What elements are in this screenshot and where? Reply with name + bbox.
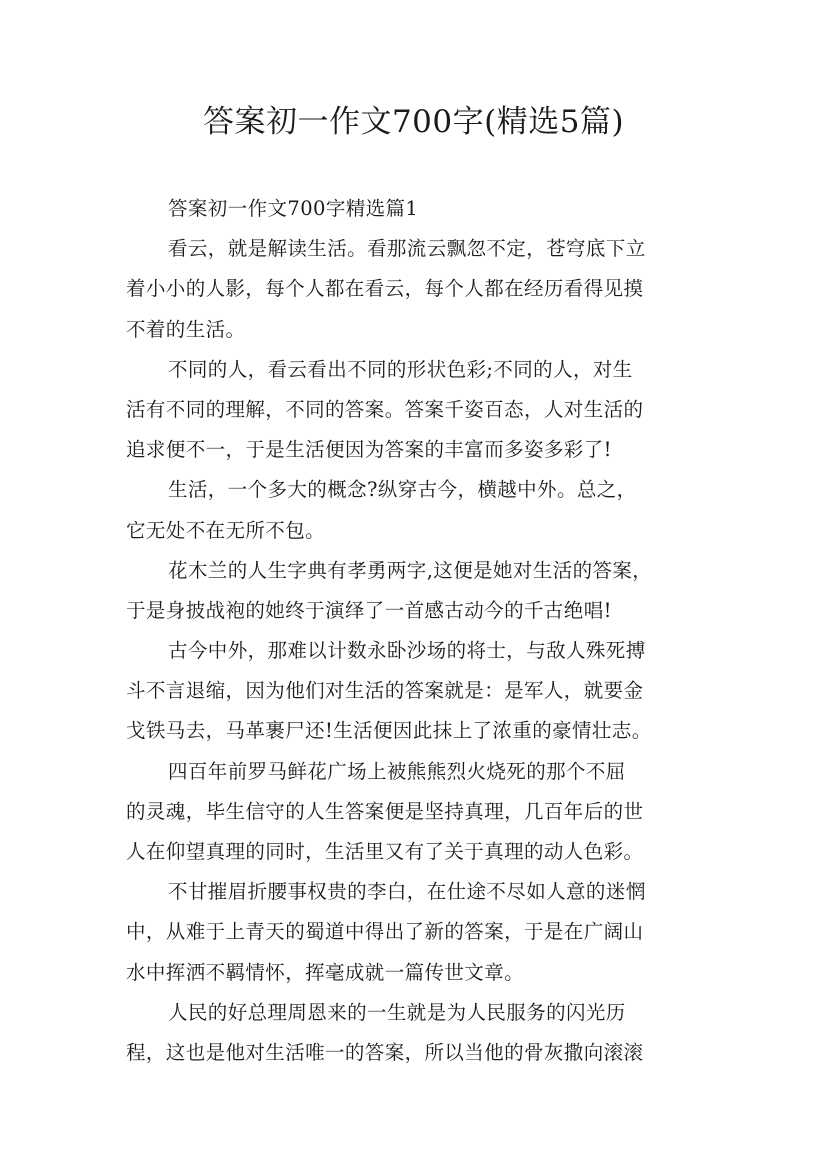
text-line: 活有不同的理解，不同的答案。答案千姿百态，人对生活的 bbox=[126, 397, 644, 421]
section-heading: 答案初一作文700字精选篇1 bbox=[168, 197, 419, 220]
text-line: 人民的好总理周恩来的一生就是为人民服务的闪光历 bbox=[168, 1000, 626, 1024]
text-line: 看云，就是解读生活。看那流云飘忽不定，苍穹底下立 bbox=[168, 237, 646, 261]
text-line: 不甘摧眉折腰事权贵的李白，在仕途不尽如人意的迷惘 bbox=[168, 880, 646, 904]
document-body bbox=[126, 189, 716, 1073]
text-line: 的灵魂，毕生信守的人生答案便是坚持真理，几百年后的世 bbox=[126, 799, 644, 823]
text-line: 它无处不在无所不包。 bbox=[126, 518, 326, 542]
text-line: 中，从难于上青天的蜀道中得出了新的答案，于是在广阔山 bbox=[126, 920, 644, 944]
text-line: 追求便不一，于是生活便因为答案的丰富而多姿多彩了! bbox=[126, 438, 612, 462]
document-title: 答案初一作文700字(精选5篇) bbox=[202, 104, 625, 140]
text-line: 古今中外，那难以计数永卧沙场的将士，与敌人殊死搏 bbox=[168, 639, 646, 663]
text-line: 着小小的人影，每个人都在看云，每个人都在经历看得见摸 bbox=[126, 277, 644, 301]
text-line: 于是身披战袍的她终于演绎了一首感古动今的千古绝唱! bbox=[126, 598, 612, 622]
text-line: 不同的人，看云看出不同的形状色彩;不同的人，对生 bbox=[168, 357, 633, 381]
text-line: 戈铁马去，马革裹尸还!生活便因此抹上了浓重的豪情壮志。 bbox=[126, 719, 652, 743]
text-line: 不着的生活。 bbox=[126, 317, 246, 341]
text-line: 生活，一个多大的概念?纵穿古今，横越中外。总之， bbox=[168, 478, 637, 502]
text-line: 程，这也是他对生活唯一的答案，所以当他的骨灰撒向滚滚 bbox=[126, 1040, 644, 1064]
text-line: 水中挥洒不羁情怀，挥毫成就一篇传世文章。 bbox=[126, 960, 525, 984]
text-line: 花木兰的人生字典有孝勇两字,这便是她对生活的答案， bbox=[168, 558, 653, 582]
text-line: 人在仰望真理的同时，生活里又有了关于真理的动人色彩。 bbox=[126, 840, 644, 863]
text-line: 斗不言退缩，因为他们对生活的答案就是：是军人，就要金 bbox=[126, 679, 644, 703]
text-line: 四百年前罗马鲜花广场上被熊熊烈火烧死的那个不屈 bbox=[168, 759, 626, 783]
